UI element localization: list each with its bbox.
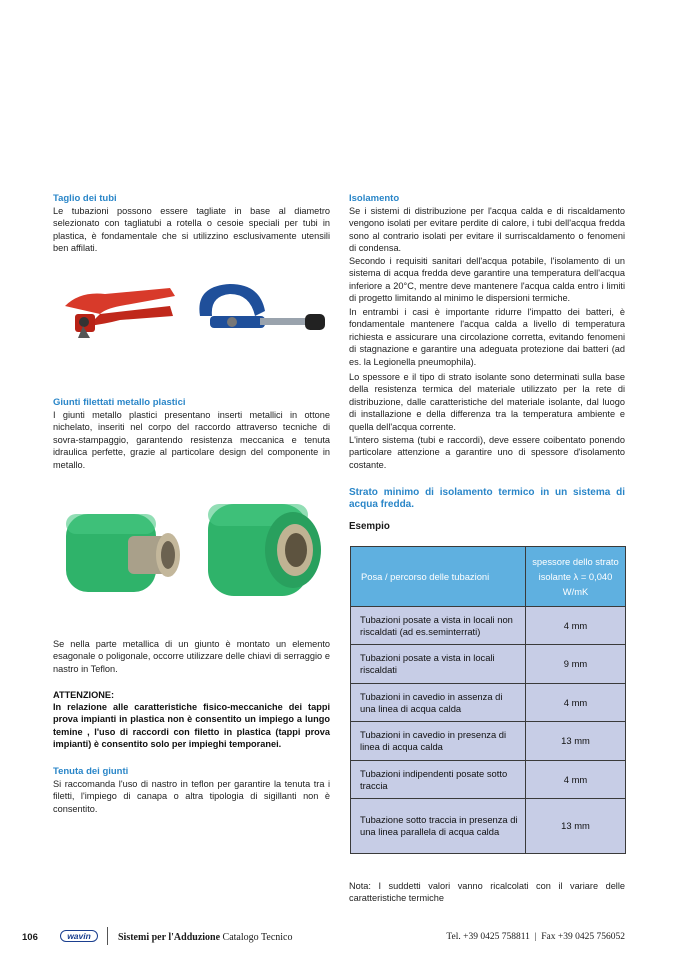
table-cell-spessore: 4 mm — [526, 684, 626, 722]
wavin-logo: wavin — [60, 930, 98, 942]
isolamento-p2: Secondo i requisiti sanitari dell'acqua potabile, l'isolamento di un sistema di acqua fredda deve garantire una temperatura dell'acqua inferiore a 20°C, mentre deve mantenere l'acqua calda entro i limiti di progetto limitando al minimo le dispersioni termiche. — [349, 256, 625, 304]
table-cell-posa: Tubazioni posate a vista in locali riscaldati — [351, 645, 526, 684]
table-cell-spessore: 13 mm — [526, 722, 626, 761]
male-fitting-icon — [66, 514, 180, 592]
isolamento-p1: Se i sistemi di distribuzione per l'acqua calda e di riscaldamento vengono isolati per evitare perdite di calore, i tubi dell'acqua fredda sono al contrario isolati per evitare il surriscaldamento o fenomeni di condensa. — [349, 206, 625, 254]
table-row — [351, 799, 626, 854]
attenzione-text: In relazione alle caratteristiche fisico-meccaniche dei tappi prova impianti in plastica non è consentito un impiego a lungo temine , l'uso di raccordi con filetto in plastica (tappi prova impianti) è consentito solo per impieghi temporanei. — [53, 702, 330, 750]
table-cell-spessore: 4 mm — [526, 761, 626, 799]
header-spessore — [526, 547, 626, 607]
isolamento-p4: Lo spessore e il tipo di strato isolante sono determinati sulla base della resistenza termica del materiale utilizzato per la rete di distribuzione, dalle caratteristiche del materiale isolante, dal luogo di installazione e della differenza tra la temperatura ambiente e quella dell'acqua corrente. — [349, 372, 625, 432]
rotary-pipe-cutter-icon — [199, 284, 325, 330]
page-number: 106 — [22, 932, 38, 943]
table-cell-posa: Tubazioni in cavedio in presenza di linea di acqua calda — [351, 722, 526, 761]
footer-divider — [107, 927, 108, 945]
giunti-heading: Giunti filettati metallo plastici — [53, 397, 186, 408]
giunti-text: I giunti metallo plastici presentano inserti metallici in ottone nichelato, inseriti nel corpo del raccordo attraverso tecniche di sovra-stampaggio, garantendo resistenza meccanica e tenuta idraulica perfette, grazie al particolare design del componente in metallo. — [53, 410, 330, 470]
esempio-label: Esempio — [349, 521, 390, 532]
table-cell-spessore: 13 mm — [526, 799, 626, 854]
isolamento-heading: Isolamento — [349, 193, 400, 204]
taglio-heading: Taglio dei tubi — [53, 193, 117, 204]
pipe-shears-icon — [65, 288, 175, 338]
table-row — [351, 684, 626, 722]
table-cell-spessore: 4 mm — [526, 607, 626, 645]
female-fitting-icon — [208, 504, 321, 596]
metal-plastic-fittings-image — [58, 496, 326, 608]
nota-text: Nota: I suddetti valori vanno ricalcolati con il variare delle caratteristiche termiche — [349, 881, 625, 904]
table-cell-posa: Tubazioni posate a vista in locali non riscaldati (ad es.seminterrati) — [351, 607, 526, 645]
table-row — [351, 645, 626, 684]
header-posa: Posa / percorso delle tubazioni — [351, 547, 526, 607]
esagonale-text: Se nella parte metallica di un giunto è montato un elemento esagonale o poligonale, occorre utilizzare delle chiavi di serraggio e nastro in Teflon. — [53, 639, 330, 674]
isolamento-p5: L'intero sistema (tubi e raccordi), deve essere coibentato ponendo particolare attenzione a garantire uno di spessore d'isolamento costante. — [349, 435, 625, 470]
pipe-cutters-image — [60, 276, 328, 356]
insulation-table — [350, 546, 626, 854]
strato-heading: Strato minimo di isolamento termico in un sistema di acqua fredda. — [349, 487, 625, 510]
table-row — [351, 722, 626, 761]
table-row — [351, 607, 626, 645]
table-cell-posa: Tubazione sotto traccia in presenza di una linea parallela di acqua calda — [351, 799, 526, 854]
taglio-text: Le tubazioni possono essere tagliate in base al diametro selezionato con tagliatubi a rotella o cesoie speciali per tubi in plastica, è fondamentale che si utilizzino esclusivamente utensili ben affilati. — [53, 206, 330, 254]
footer-title-bold: Sistemi per l'Adduzione — [118, 932, 221, 943]
footer-title — [118, 932, 292, 943]
table-header-row — [351, 547, 626, 607]
tenuta-heading: Tenuta dei giunti — [53, 766, 129, 777]
isolamento-p3: In entrambi i casi è importante ridurre l'impatto dei batteri, è fondamentale mantenere l'acqua calda a livello di temperatura richiesta e assicurare una circolazione corretta, evitando fenomeni di stagnazione e garantire una adeguata protezione dai batteri (ad es. la Legionella pneumophila). — [349, 307, 625, 367]
attenzione-title: ATTENZIONE: — [53, 690, 115, 700]
table-cell-posa: Tubazioni indipendenti posate sotto traccia — [351, 761, 526, 799]
table-row — [351, 761, 626, 799]
table-cell-posa: Tubazioni in cavedio in assenza di una linea di acqua calda — [351, 684, 526, 722]
table-cell-spessore: 9 mm — [526, 645, 626, 684]
header-spessore-text: spessore dello strato isolante λ = 0,040 W/mK — [532, 556, 619, 597]
footer-contact: Tel. +39 0425 758811 | Fax +39 0425 756052 — [446, 932, 625, 942]
footer-title-rest: Catalogo Tecnico — [220, 932, 293, 943]
tenuta-text: Si raccomanda l'uso di nastro in teflon per garantire la tenuta tra i filetti, l'impiego di canapa o altra tipologia di sigillanti non è consentito. — [53, 779, 330, 814]
